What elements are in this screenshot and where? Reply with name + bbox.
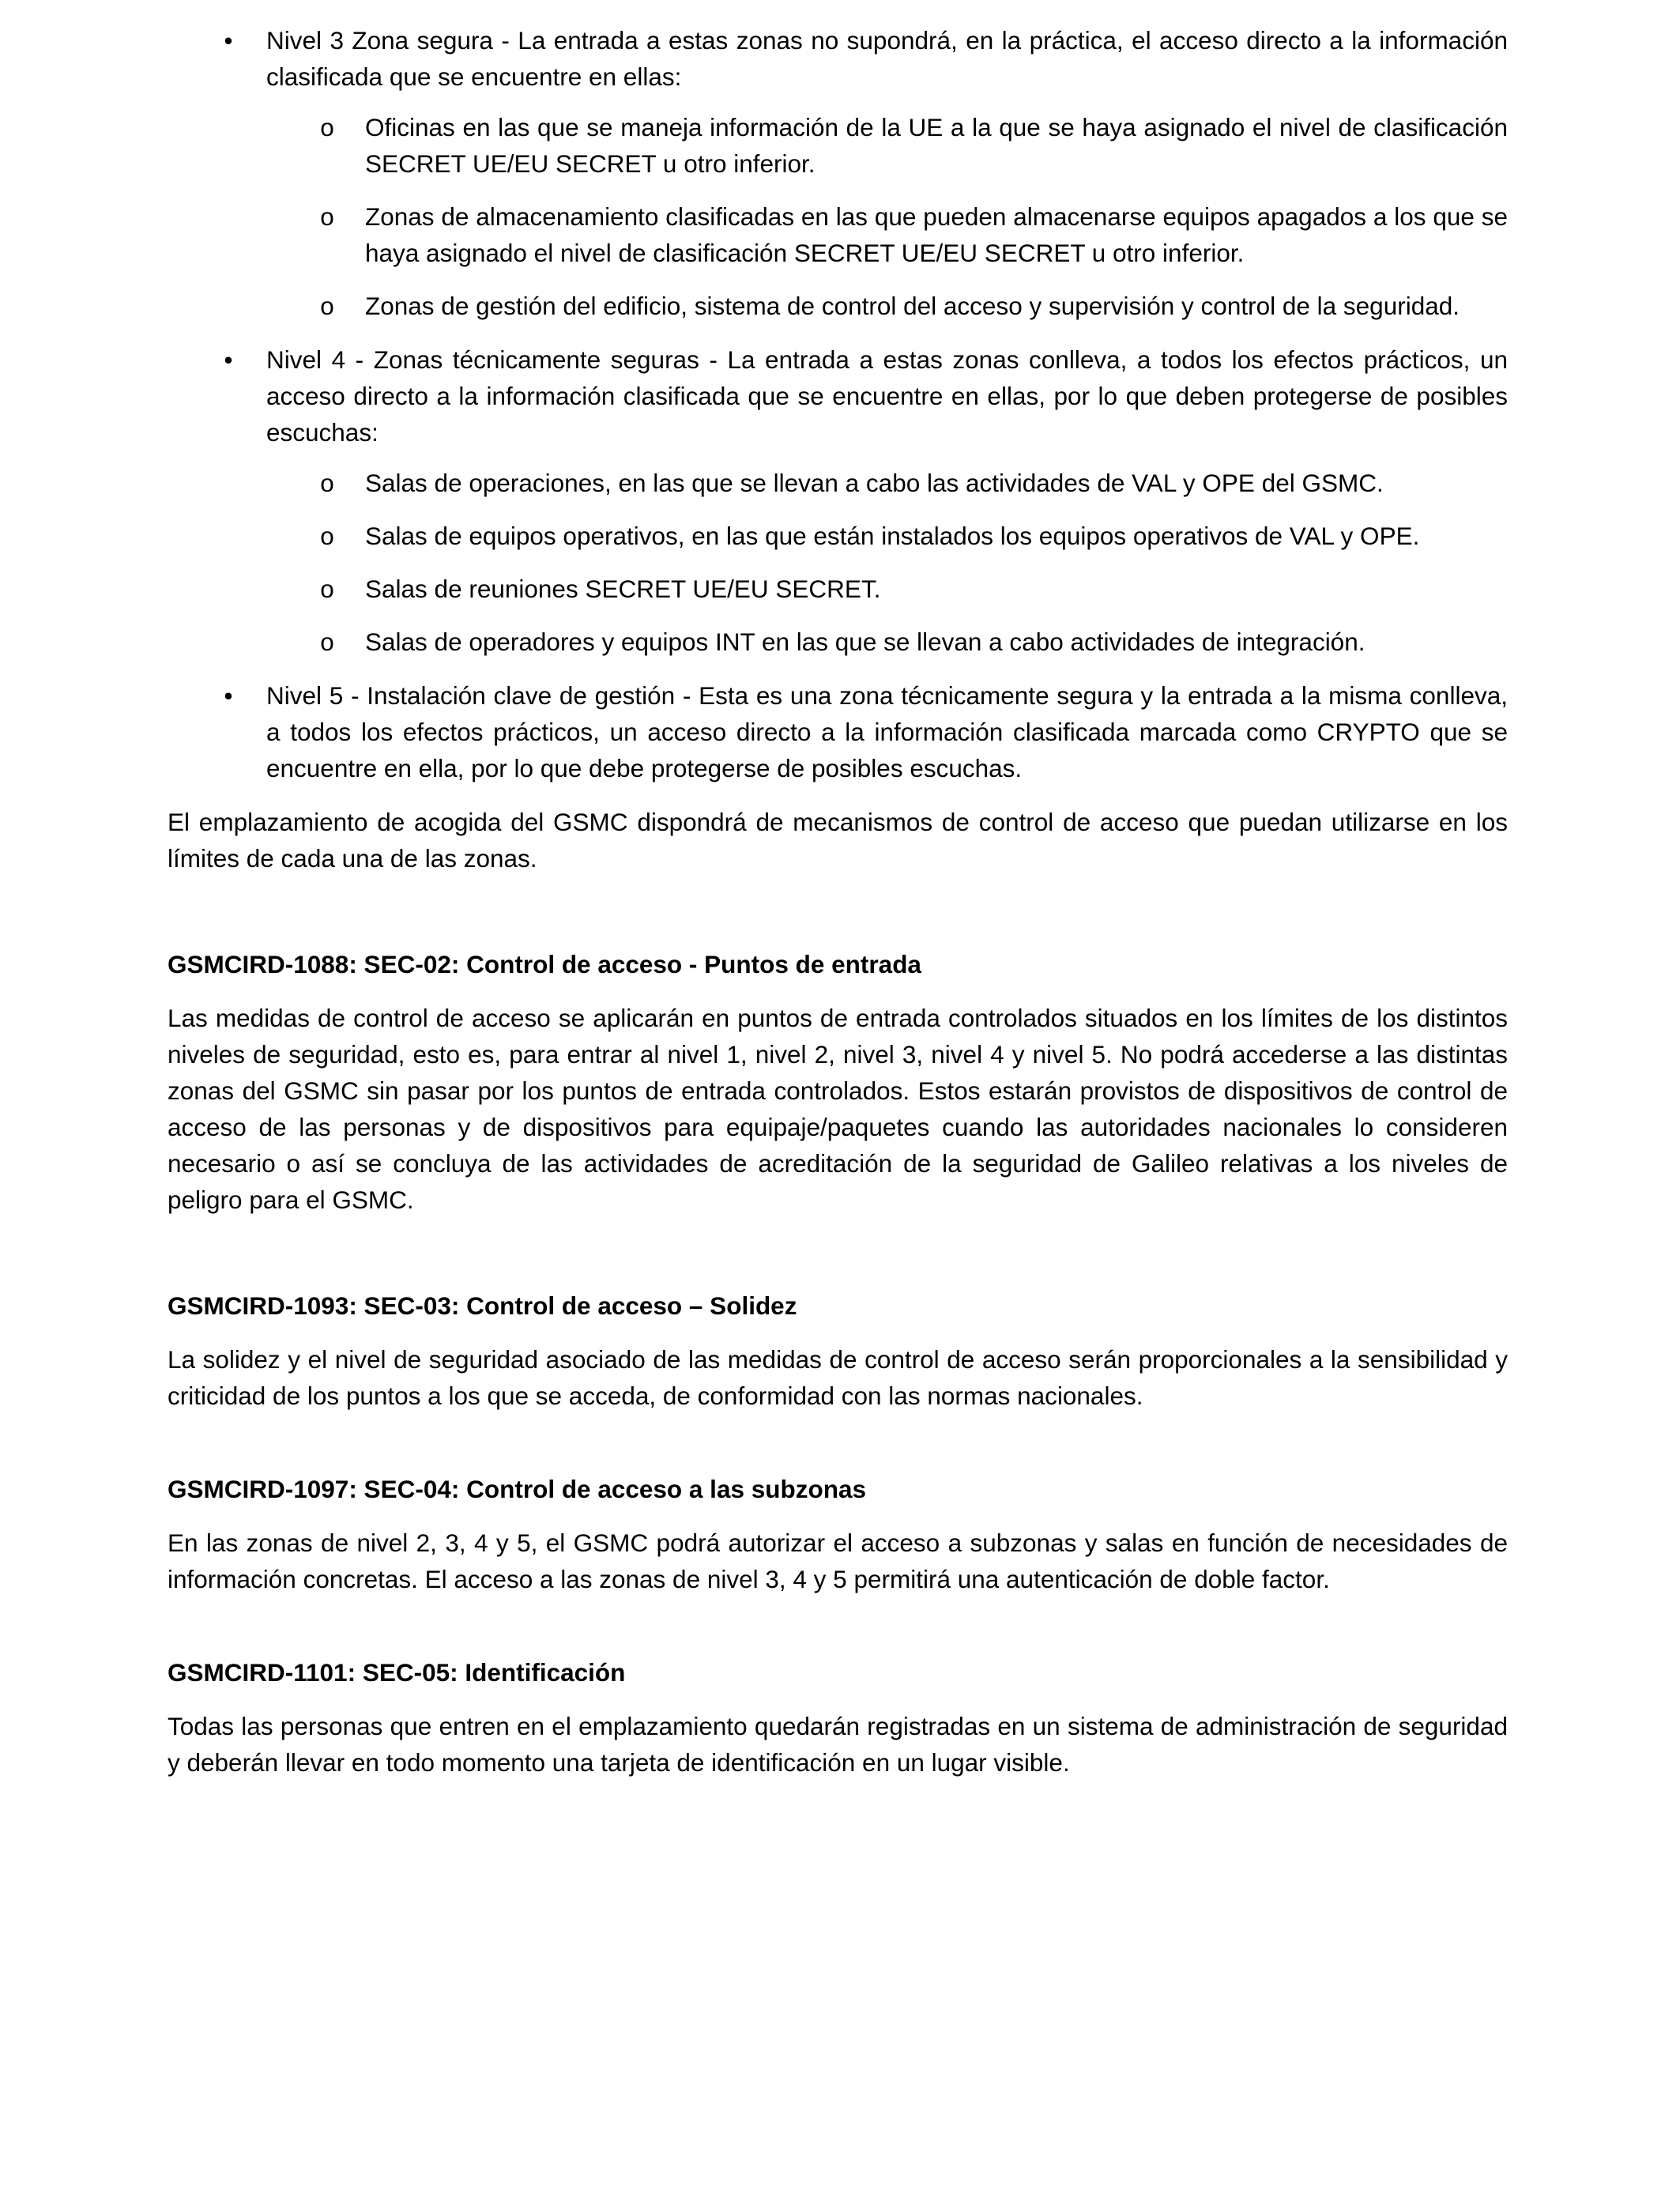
sub-list-item-text: Salas de reuniones SECRET UE/EU SECRET.: [365, 575, 881, 603]
sub-bullet-marker: o: [320, 202, 334, 231]
sub-list-item: [168, 465, 1508, 501]
list-item: [168, 677, 1508, 786]
document-body: [168, 22, 1508, 1798]
section-paragraph: La solidez y el nivel de seguridad asociado de las medidas de control de acceso serán proporcionales a la sensibilidad y criticidad de los puntos a los que se acceda, de conformidad con las normas nacionales.: [168, 1345, 1508, 1410]
body-paragraph: El emplazamiento de acogida del GSMC dispondrá de mecanismos de control de acceso que puedan utilizarse en los límites de cada una de las zonas.: [168, 808, 1508, 873]
section-paragraph: En las zonas de nivel 2, 3, 4 y 5, el GSMC podrá autorizar el acceso a subzonas y salas en función de necesidades de información concretas. El acceso a las zonas de nivel 3, 4 y 5 permitirá una autenticación de doble factor.: [168, 1529, 1508, 1593]
section-heading: GSMCIRD-1097: SEC-04: Control de acceso a las subzonas: [168, 1475, 866, 1503]
bullet-marker: •: [224, 345, 233, 374]
sub-bullet-marker: o: [320, 292, 334, 320]
sub-list-item: [168, 571, 1508, 607]
sub-list-item: [168, 109, 1508, 182]
list-item: [168, 22, 1508, 324]
sub-bullet-marker: o: [320, 469, 334, 497]
sub-list-item: [168, 518, 1508, 554]
sub-list-item-text: Zonas de gestión del edificio, sistema de control del acceso y supervisión y control de la seguridad.: [365, 292, 1460, 320]
sub-list: [266, 109, 1508, 324]
sub-bullet-marker: o: [320, 628, 334, 656]
sub-list-item-text: Oficinas en las que se maneja información de la UE a la que se haya asignado el nivel de clasificación SECRET UE/EU SECRET u otro inferior.: [365, 113, 1508, 178]
sub-list: [266, 465, 1508, 660]
section-paragraph: Todas las personas que entren en el emplazamiento quedarán registradas en un sistema de administración de seguridad y deberán llevar en todo momento una tarjeta de identificación en un lugar visible.: [168, 1712, 1508, 1777]
sub-bullet-marker: o: [320, 575, 334, 603]
section-paragraph: Las medidas de control de acceso se aplicarán en puntos de entrada controlados situados en los límites de los distintos niveles de seguridad, esto es, para entrar al nivel 1, nivel 2, nivel 3, nivel 4 y nivel 5. No podrá accederse a las distintas zonas del GSMC sin pasar por los puntos de entrada controlados. Estos estarán provistos de dispositivos de control de acceso de las personas y de dispositivos para equipaje/paquetes cuando las autoridades nacionales lo consideren necesario o así se concluya de las actividades de acreditación de la seguridad de Galileo relativas a los niveles de peligro para el GSMC.: [168, 1004, 1508, 1214]
sub-list-item: [168, 288, 1508, 324]
sub-list-item-text: Zonas de almacenamiento clasificadas en las que pueden almacenarse equipos apagados a los que se haya asignado el nivel de clasificación SECRET UE/EU SECRET u otro inferior.: [365, 202, 1508, 267]
sub-bullet-marker: o: [320, 522, 334, 550]
sub-list-item-text: Salas de equipos operativos, en las que están instalados los equipos operativos de VAL y OPE.: [365, 522, 1420, 550]
list-item-text: Nivel 4 - Zonas técnicamente seguras - La entrada a estas zonas conlleva, a todos los efectos prácticos, un acceso directo a la información clasificada que se encuentre en ellas, por lo que deben protegerse de posibles escuchas:: [266, 345, 1508, 447]
list-item: [168, 341, 1508, 660]
bullet-marker: •: [224, 681, 233, 710]
sub-list-item-text: Salas de operaciones, en las que se llevan a cabo las actividades de VAL y OPE del GSMC.: [365, 469, 1384, 497]
section-heading: GSMCIRD-1088: SEC-02: Control de acceso - Puntos de entrada: [168, 950, 921, 978]
section-heading: GSMCIRD-1101: SEC-05: Identificación: [168, 1658, 626, 1687]
sub-list-item-text: Salas de operadores y equipos INT en las que se llevan a cabo actividades de integración.: [365, 628, 1365, 656]
sub-bullet-marker: o: [320, 113, 334, 141]
section-heading: GSMCIRD-1093: SEC-03: Control de acceso – Solidez: [168, 1291, 797, 1320]
bullet-marker: •: [224, 26, 233, 55]
list-item-text: Nivel 5 - Instalación clave de gestión - Esta es una zona técnicamente segura y la entrada a la misma conlleva, a todos los efectos prácticos, un acceso directo a la información clasificada marcada como CRYPTO que se encuentre en ella, por lo que debe protegerse de posibles escuchas.: [266, 681, 1508, 782]
sub-list-item: [168, 624, 1508, 660]
list-item-text: Nivel 3 Zona segura - La entrada a estas zonas no supondrá, en la práctica, el acceso directo a la información clasificada que se encuentre en ellas:: [266, 26, 1508, 91]
sub-list-item: [168, 198, 1508, 271]
